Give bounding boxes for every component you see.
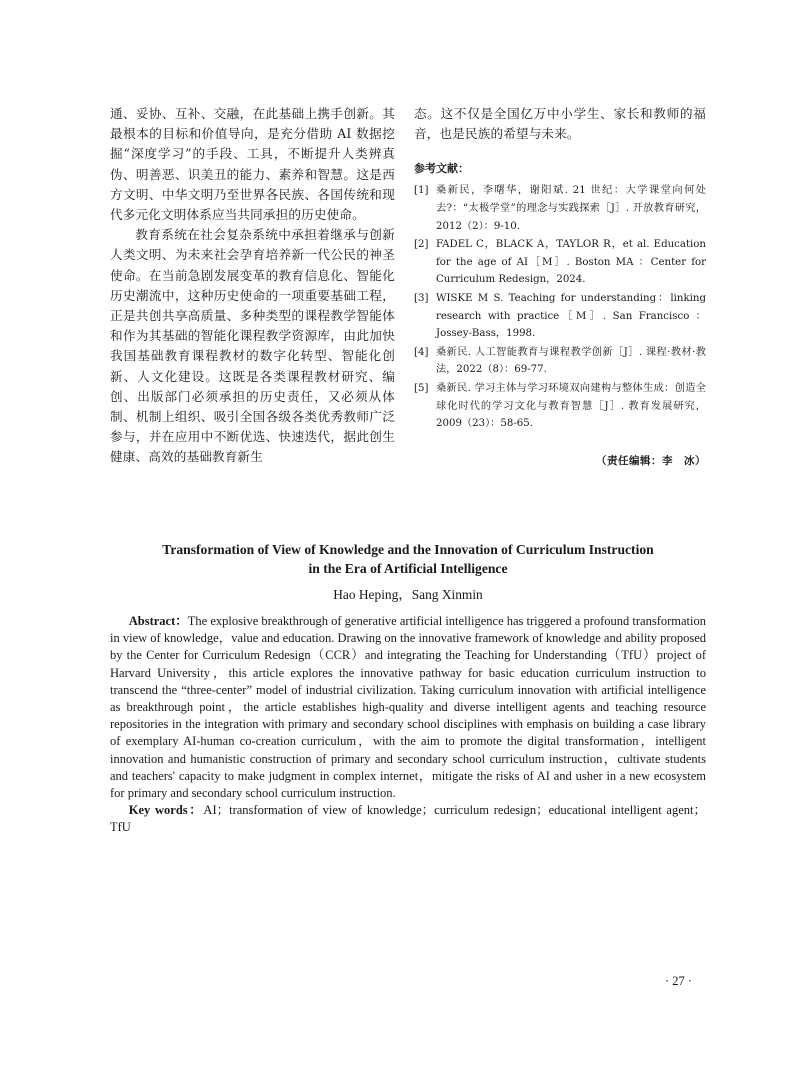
references-heading: 参考文献： bbox=[414, 162, 469, 176]
right-column bbox=[414, 104, 706, 468]
reference-number: [1] bbox=[414, 185, 429, 197]
keywords-label: Key words： bbox=[128, 803, 204, 818]
reference-number: [3] bbox=[414, 292, 429, 304]
reference-item bbox=[414, 182, 706, 235]
keywords-text: AI；transformation of view of knowledge；curriculum redesign；educational intelligent agent；TfU bbox=[110, 803, 706, 835]
reference-text: 桑新民，李曙华，谢阳斌. 21 世纪：大学课堂向何处去?：“太极学堂”的理念与实践探索［J］. 开放教育研究，2012（2）：9-10. bbox=[436, 185, 706, 232]
page-number: · 27 · bbox=[664, 974, 692, 988]
reference-text: WISKE M S. Teaching for understanding：linking research with practice［M］. San Francisco ：Jossey-Bass，1998. bbox=[436, 292, 706, 340]
english-title-line-1: Transformation of View of Knowledge and the Innovation of Curriculum Instruction bbox=[162, 542, 654, 557]
abstract-text: The explosive breakthrough of generative artificial intelligence has triggered a profound transformation in view of knowledge，value and education. Drawing on the innovative framework of knowledge and ability proposed by the Center for Curriculum Redesign（CCR）and integrating the Teaching for Understanding（TfU）project of Harvard University，this article explores the innovative pathway for basic education curriculum instruction to transcend the “three-center” model of industrial civilization. Taking curriculum innovation with artificial intelligence as breakthrough point，the article establishes high-quality and diverse intelligent agents and teaching resource repositories in the integration with primary and secondary school disciplines with emphasis on building a case library of exemplary AI-human co-creation curriculum，with the aim to promote the digital transformation，intelligent innovation and humanistic construction of primary and secondary school curriculum instruction，cultivate students and teachers' capacity to make judgment in complex internet，mitigate the risks of AI and usher in a new ecosystem for primary and secondary school curriculum instruction. bbox=[110, 614, 707, 801]
reference-item bbox=[414, 236, 706, 289]
abstract-paragraph bbox=[110, 613, 706, 802]
english-title bbox=[110, 540, 706, 578]
reference-number: [2] bbox=[414, 239, 429, 251]
english-authors: Hao Heping，Sang Xinmin bbox=[333, 587, 483, 602]
reference-item bbox=[414, 344, 706, 379]
body-paragraph: 态。这不仅是全国亿万中小学生、家长和教师的福音，也是民族的希望与未来。 bbox=[414, 106, 706, 142]
body-paragraph: 教育系统在社会复杂系统中承担着继承与创新人类文明、为未来社会孕育培养新一代公民的神圣使命。在当前急剧发展变革的教育信息化、智能化历史潮流中，这种历史使命的一项重要基础工程，正是共创共享高质量、多种类型的课程教学智能体和作为其基础的智能化课程教学资源库，由此加快我国基础教育课程教材的数字化转型、智能化创新、人文化建设。这既是各类课程教材研究、编创、出版部门必须承担的历史责任，又必须从体制、机制上组织、吸引全国各级各类优秀教师广泛参与，并在应用中不断优选、快速迭代，据此创生健康、高效的基础教育新生 bbox=[110, 227, 395, 465]
reference-number: [4] bbox=[414, 346, 429, 358]
keywords-paragraph bbox=[110, 802, 706, 836]
reference-item bbox=[414, 380, 706, 433]
reference-text: FADEL C，BLACK A，TAYLOR R，et al. Education for the age of AI［M］. Boston MA ：Center for Curriculum Redesign，2024. bbox=[436, 239, 706, 286]
references-list bbox=[414, 182, 706, 432]
left-column bbox=[110, 104, 395, 468]
reference-text: 桑新民. 学习主体与学习环境双向建构与整体生成：创造全球化时代的学习文化与教育智慧［J］. 教育发展研究，2009（23）：58-65. bbox=[436, 382, 706, 430]
english-abstract-block bbox=[110, 540, 706, 837]
english-title-line-2: in the Era of Artificial Intelligence bbox=[308, 561, 508, 576]
abstract-label: Abstract： bbox=[128, 614, 188, 628]
reference-item bbox=[414, 290, 706, 343]
responsible-editor: （责任编辑：李 冰） bbox=[596, 454, 706, 467]
reference-text: 桑新民. 人工智能教育与课程教学创新［J］. 课程·教材·教法，2022（8）：69-77. bbox=[436, 346, 706, 376]
body-paragraph: 通、妥协、互补、交融，在此基础上携手创新。其最根本的目标和价值导向，是充分借助 AI 数据挖掘“深度学习”的手段、工具，不断提升人类辨真伪、明善恶、识美丑的能力、素养和智慧。这是西方文明、中华文明乃至世界各民族、各国传统和现代多元化文明体系应当共同承担的历史使命。 bbox=[110, 106, 395, 223]
reference-number: [5] bbox=[414, 382, 429, 394]
